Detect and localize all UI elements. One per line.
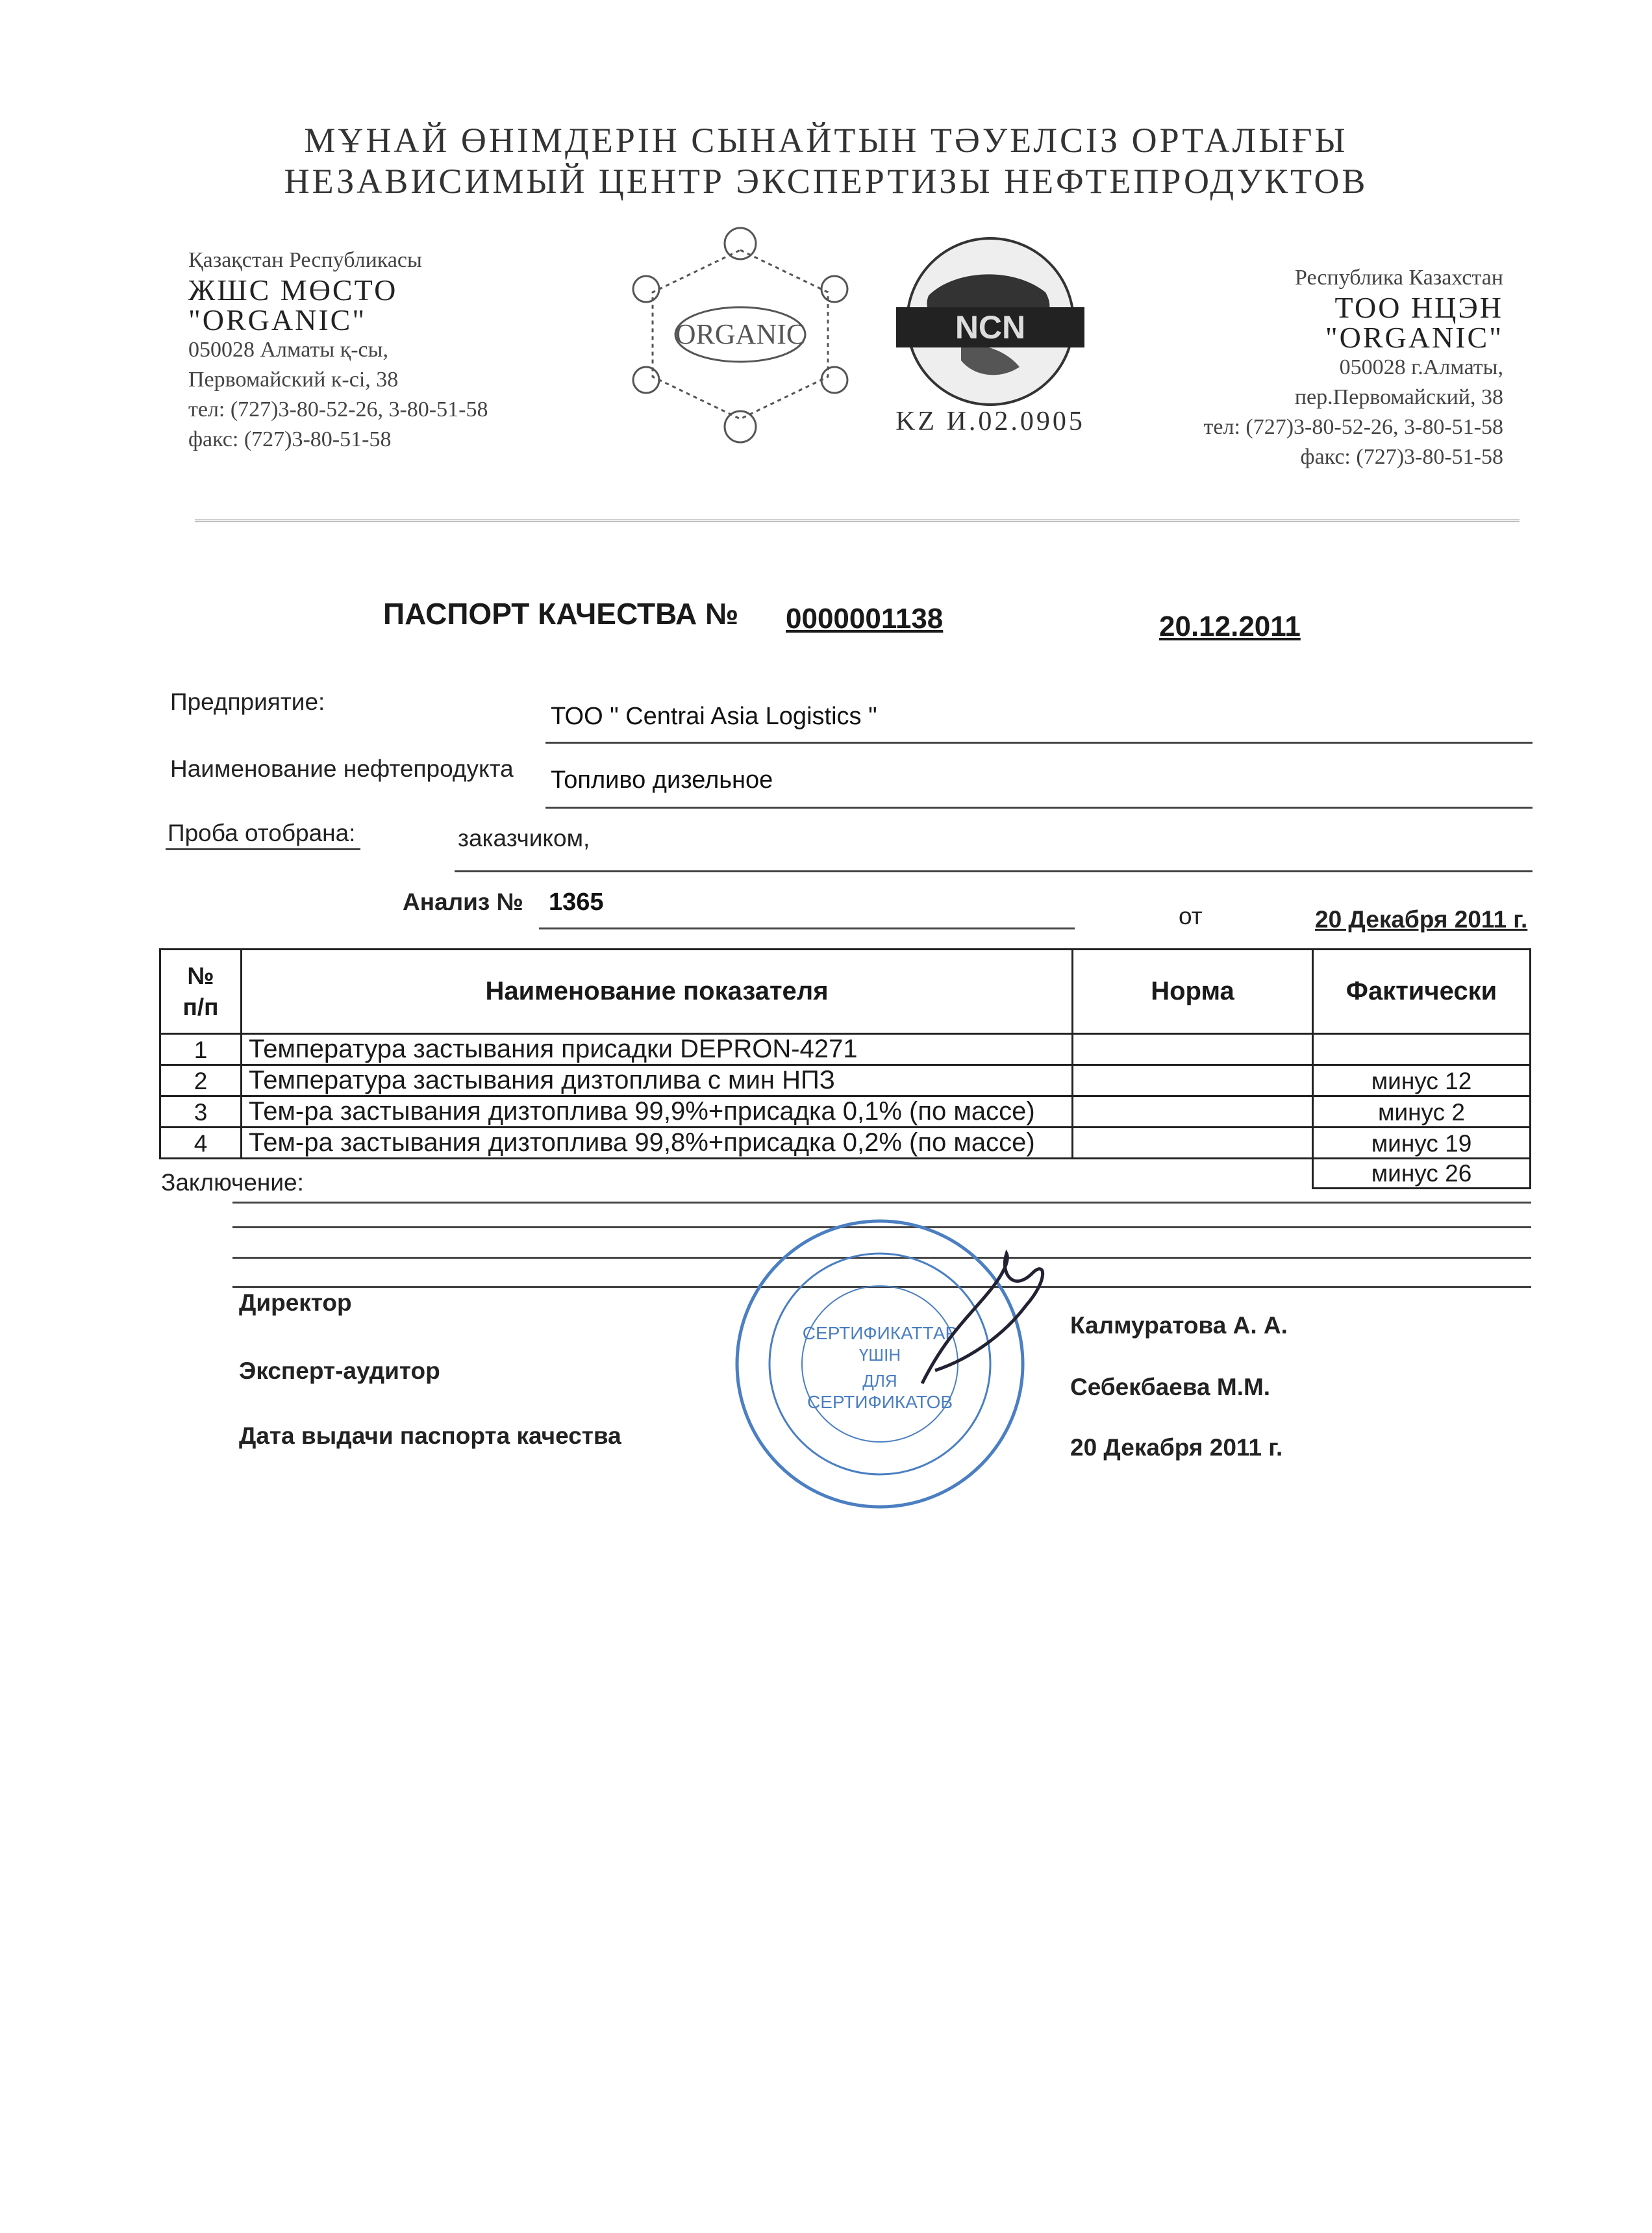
conclusion-label: Заключение:	[161, 1169, 304, 1196]
organic-logo	[620, 224, 860, 445]
row-number: 1	[160, 1034, 242, 1065]
passport-number: 0000001138	[786, 603, 944, 635]
analysis-from-label: от	[1179, 903, 1203, 929]
header-indicator-name: Наименование показателя	[242, 950, 1073, 1034]
director-label: Директор	[239, 1289, 352, 1316]
sample-underline	[455, 870, 1533, 872]
table-row	[160, 1096, 1531, 1128]
analysis-underline	[539, 927, 1075, 929]
issue-date-label: Дата выдачи паспорта качества	[239, 1422, 621, 1449]
header-title-ru: НЕЗАВИСИМЫЙ ЦЕНТР ЭКСПЕРТИЗЫ НЕФТЕПРОДУКТОВ	[284, 162, 1368, 201]
header-divider	[195, 520, 1520, 522]
director-name: Калмуратова А. А.	[1070, 1312, 1288, 1339]
row-actual: минус 19	[1313, 1128, 1531, 1159]
org-right-address2: пер.Первомайский, 38	[1294, 385, 1503, 409]
enterprise-label: Предприятие:	[170, 688, 325, 715]
product-value: Топливо дизельное	[551, 766, 773, 794]
issue-date-value: 20 Декабря 2011 г.	[1070, 1434, 1283, 1461]
header-norm: Норма	[1073, 950, 1313, 1034]
org-right-address1: 050028 г.Алматы,	[1339, 355, 1503, 379]
ncn-logo-text: NCN	[955, 309, 1026, 346]
row-norm	[1073, 1128, 1313, 1159]
organic-logo-graphic	[620, 224, 860, 445]
product-underline	[545, 807, 1533, 809]
organic-logo-text: ORGANIC	[675, 318, 806, 350]
sample-label: Проба отобрана:	[168, 820, 356, 846]
expert-label: Эксперт-аудитор	[239, 1357, 440, 1384]
org-left-fax: факс: (727)3-80-51-58	[188, 427, 392, 451]
analysis-date: 20 Декабря 2011 г.	[1315, 906, 1528, 933]
row-norm	[1073, 1096, 1313, 1128]
row-norm	[1073, 1034, 1313, 1065]
row-indicator: Тем-ра застывания дизтоплива 99,9%+присадка 0,1% (по массе)	[242, 1096, 1073, 1128]
sample-value: заказчиком,	[458, 825, 590, 852]
org-left-name: "ORGANIC"	[188, 303, 367, 336]
org-left-phone: тел: (727)3-80-52-26, 3-80-51-58	[188, 397, 488, 422]
row-actual: минус 12	[1313, 1065, 1531, 1096]
row-indicator: Тем-ра застывания дизтоплива 99,8%+присадка 0,2% (по массе)	[242, 1128, 1073, 1159]
accreditation-number: KZ И.02.0905	[895, 407, 1085, 436]
product-label: Наименование нефтепродукта	[170, 755, 514, 782]
stamp-line-1: СЕРТИФИКАТТАР	[802, 1323, 958, 1343]
stamp-line-4: СЕРТИФИКАТОВ	[807, 1392, 953, 1412]
row-indicator: Температура застывания присадки DEPRON-4271	[242, 1034, 1073, 1065]
header-number: № п/п	[160, 950, 242, 1034]
org-left-address2: Первомайский к-сі, 38	[188, 368, 399, 392]
org-right-country: Республика Казахстан	[1295, 266, 1503, 290]
table-row	[160, 1034, 1531, 1065]
org-left-company: ЖШС МӨСТО	[188, 273, 398, 307]
row-actual: минус 2	[1313, 1096, 1531, 1128]
stamp-line-2: ҮШІН	[858, 1345, 901, 1365]
table-row	[160, 1065, 1531, 1096]
row-actual	[1313, 1034, 1531, 1065]
org-left-address1: 050028 Алматы қ-сы,	[188, 338, 388, 362]
org-right-fax: факс: (727)3-80-51-58	[1300, 445, 1503, 469]
signature	[896, 1234, 1065, 1403]
row-number: 4	[160, 1128, 242, 1159]
expert-name: Себекбаева М.М.	[1070, 1374, 1271, 1400]
stamp-line-3: ДЛЯ	[862, 1371, 897, 1391]
row-number: 2	[160, 1065, 242, 1096]
conclusion-line-1	[232, 1202, 1531, 1204]
sample-label-underline	[166, 848, 360, 850]
table-header-row	[160, 950, 1531, 1034]
row-indicator: Температура застывания дизтоплива с мин НПЗ	[242, 1065, 1073, 1096]
row-number: 3	[160, 1096, 242, 1128]
row-norm	[1073, 1065, 1313, 1096]
passport-title: ПАСПОРТ КАЧЕСТВА №	[383, 597, 739, 631]
enterprise-underline	[545, 742, 1533, 744]
header-title-kz: МҰНАЙ ӨНІМДЕРІН СЫНАЙТЫН ТӘУЕЛСІЗ ОРТАЛЫҒЫ	[304, 121, 1348, 160]
enterprise-value: ТОО " Centrai Asia Logistics "	[551, 703, 877, 730]
org-right-company: ТОО НЦЭН	[1334, 291, 1503, 324]
org-right-phone: тел: (727)3-80-52-26, 3-80-51-58	[1203, 415, 1503, 439]
org-right-name: "ORGANIC"	[1325, 321, 1503, 354]
signature-graphic	[896, 1234, 1065, 1403]
results-table	[159, 948, 1531, 1189]
header-actual: Фактически	[1313, 950, 1531, 1034]
org-right-block	[1143, 263, 1503, 472]
org-left-block	[188, 246, 552, 455]
analysis-number: 1365	[549, 889, 604, 916]
analysis-label: Анализ №	[403, 889, 523, 915]
table-row	[160, 1128, 1531, 1159]
org-left-country: Қазақстан Республикасы	[188, 248, 422, 272]
table-row	[160, 1159, 1531, 1189]
row-actual-extra: минус 26	[1313, 1159, 1531, 1189]
passport-date: 20.12.2011	[1159, 611, 1301, 642]
